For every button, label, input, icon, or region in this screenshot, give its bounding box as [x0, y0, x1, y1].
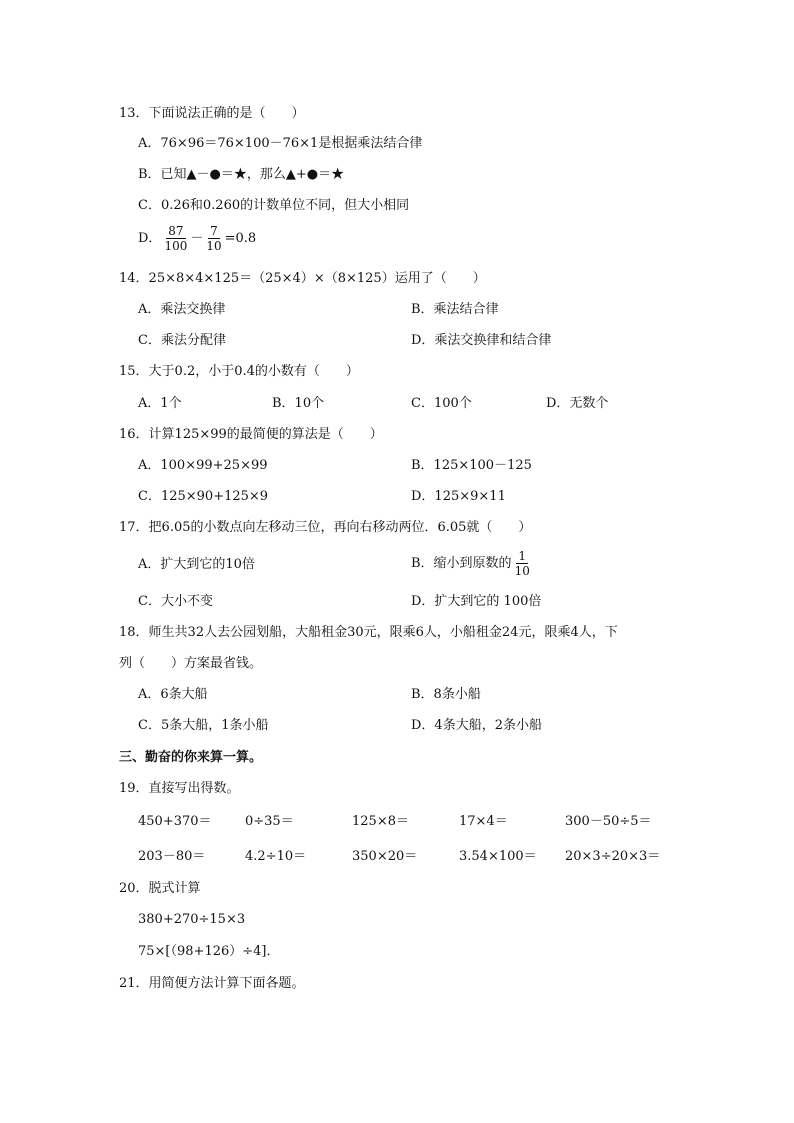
q17-option-b-prefix: B．缩小到原数的 — [411, 556, 512, 571]
fraction-denominator: 10 — [206, 239, 222, 253]
q18-option-d: D．4条大船，2条小船 — [411, 718, 542, 733]
q17-option-a: A．扩大到它的10倍 — [138, 557, 255, 572]
calc-item: 300－50÷5＝ — [565, 814, 652, 829]
calc-item: 3.54×100＝ — [459, 849, 537, 864]
calc-item: 350×20＝ — [352, 849, 418, 864]
q18-option-c: C．5条大船，1条小船 — [138, 718, 269, 733]
q15-option-b: B．10个 — [272, 396, 325, 411]
calc-item: 125×8＝ — [352, 814, 409, 829]
calc-item: 17×4＝ — [459, 814, 508, 829]
q15-option-c: C．100个 — [411, 396, 472, 411]
q16-option-c: C．125×90+125×9 — [138, 489, 269, 504]
q14-option-a: A．乘法交换律 — [138, 302, 226, 317]
q14-option-b: B．乘法结合律 — [411, 302, 499, 317]
calc-item: 0÷35＝ — [245, 814, 294, 829]
fraction-numerator: 1 — [518, 549, 527, 563]
calc-item: 4.2÷10＝ — [245, 849, 307, 864]
fraction-1-10 — [513, 549, 532, 578]
calc-item: 450+370＝ — [138, 814, 212, 829]
q13-stem: 13．下面说法正确的是（ ） — [119, 106, 305, 121]
q17-option-c: C．大小不变 — [138, 594, 213, 609]
fraction-numerator: 7 — [210, 224, 218, 238]
fraction-denominator: 10 — [514, 564, 530, 578]
q13-option-b: B．已知▲－●＝★，那么▲+●＝★ — [138, 167, 345, 182]
fraction-denominator: 100 — [164, 239, 188, 253]
q18-stem-line2: 列（ ）方案最省钱。 — [119, 656, 263, 671]
q13-option-d — [138, 222, 256, 256]
q17-stem: 17．把6.05的小数点向左移动三位，再向右移动两位．6.05就（ ） — [119, 520, 532, 535]
q15-option-d: D．无数个 — [546, 396, 609, 411]
q14-stem: 14．25×8×4×125＝（25×4）×（8×125）运用了（ ） — [119, 271, 486, 286]
fraction-7-10 — [204, 224, 223, 253]
q13-option-d-prefix: D． — [138, 231, 162, 246]
calc-item: 20×3÷20×3＝ — [565, 849, 661, 864]
q19-stem: 19．直接写出得数。 — [119, 781, 240, 796]
q17-option-b — [411, 547, 533, 581]
q16-option-b: B．125×100－125 — [411, 458, 532, 473]
section-3-title: 三、勤奋的你来算一算。 — [119, 750, 263, 765]
q15-stem: 15．大于0.2，小于0.4的小数有（ ） — [119, 364, 359, 379]
q16-stem: 16．计算125×99的最简便的算法是（ ） — [119, 427, 383, 442]
q15-option-a: A．1个 — [138, 396, 182, 411]
q21-stem: 21．用简便方法计算下面各题。 — [119, 976, 305, 991]
q20-expression-2: 75×[（98+126）÷4]． — [138, 944, 280, 959]
q18-option-a: A．6条大船 — [138, 687, 208, 702]
q20-expression-1: 380+270÷15×3 — [138, 912, 246, 927]
q18-stem-line1: 18．师生共32人去公园划船，大船租金30元，限乘6人，小船租金24元，限乘4人，下 — [119, 625, 618, 640]
minus-sign: － — [190, 231, 204, 246]
q20-stem: 20．脱式计算 — [119, 881, 201, 896]
q17-option-d: D．扩大到它的 100倍 — [411, 594, 542, 609]
q13-option-c: C．0.26和0.260的计数单位不同，但大小相同 — [138, 198, 410, 213]
q16-option-a: A．100×99+25×99 — [138, 458, 268, 473]
fraction-87-100 — [162, 224, 189, 253]
q13-option-a: A．76×96＝76×100－76×1是根据乘法结合律 — [138, 136, 423, 151]
calc-item: 203－80＝ — [138, 849, 206, 864]
q18-option-b: B．8条小船 — [411, 687, 481, 702]
q14-option-c: C．乘法分配律 — [138, 333, 226, 348]
q16-option-d: D．125×9×11 — [411, 489, 506, 504]
q13-option-d-result: =0.8 — [224, 231, 257, 246]
fraction-numerator: 87 — [168, 224, 184, 238]
q14-option-d: D．乘法交换律和结合律 — [411, 333, 552, 348]
